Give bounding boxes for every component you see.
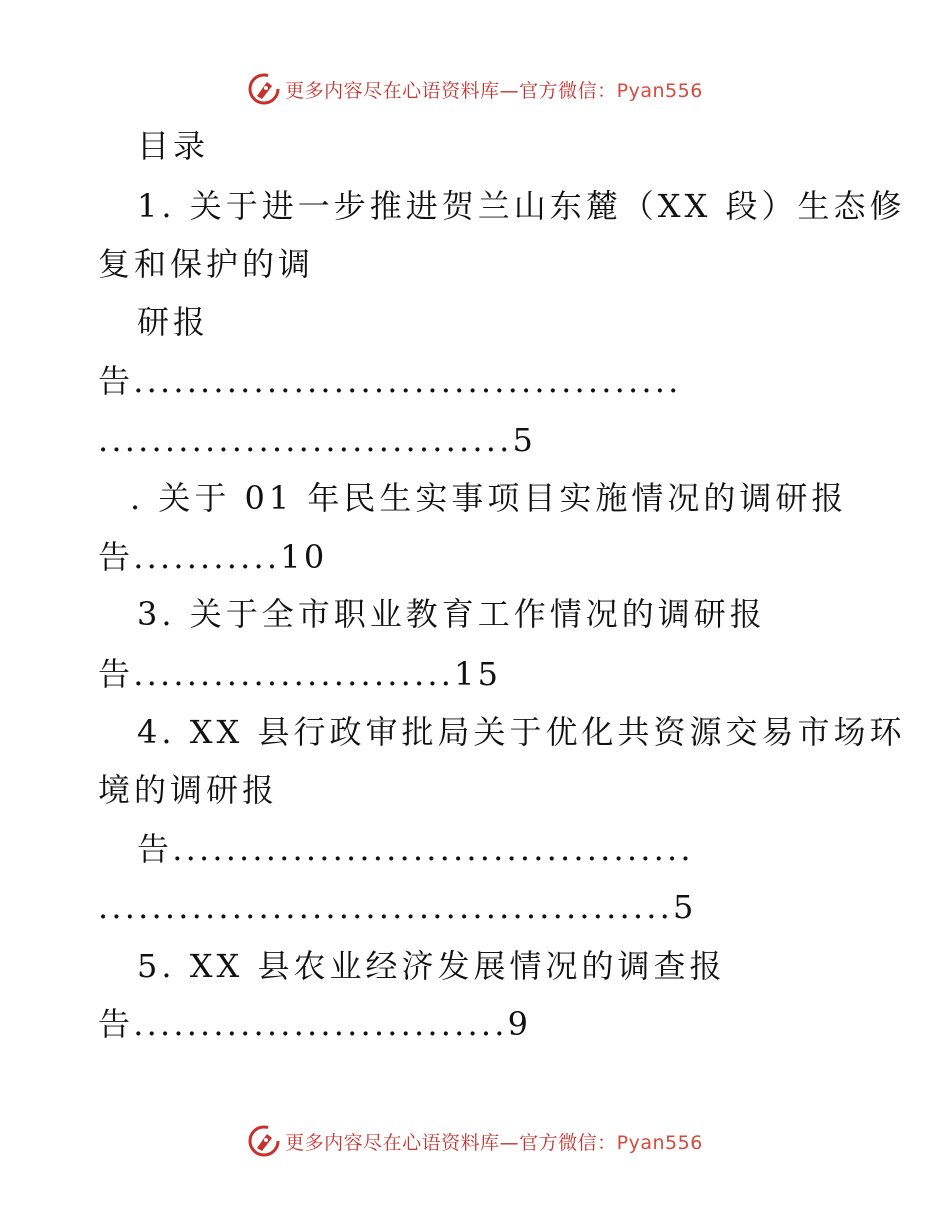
footer-banner bbox=[0, 1124, 950, 1158]
toc-line: 告......................................... bbox=[98, 362, 682, 400]
toc-line: 境的调研报 bbox=[98, 771, 279, 809]
toc-line: . 关于 01 年民生实事项目实施情况的调研报 bbox=[130, 479, 848, 517]
toc-line: 告...........10 bbox=[98, 538, 328, 576]
pen-nib-circle-icon bbox=[247, 72, 281, 106]
banner-handle: Pyan556 bbox=[616, 79, 703, 102]
toc-line: ...............................5 bbox=[98, 421, 537, 459]
banner-label: 更多内容尽在心语资料库—官方微信： bbox=[285, 1131, 617, 1154]
toc-line: ...........................................5 bbox=[98, 888, 697, 926]
banner-label: 更多内容尽在心语资料库—官方微信： bbox=[285, 79, 617, 102]
header-banner bbox=[0, 72, 950, 106]
toc-title: 目录 bbox=[137, 127, 210, 165]
toc-line: 告........................15 bbox=[98, 655, 502, 693]
toc-line: 3. 关于全市职业教育工作情况的调研报 bbox=[137, 595, 766, 633]
banner-handle: Pyan556 bbox=[616, 1131, 703, 1154]
toc-line: 告....................................... bbox=[137, 830, 694, 868]
toc-line: 4. XX 县行政审批局关于优化共资源交易市场环 bbox=[137, 713, 906, 751]
toc-line: 5. XX 县农业经济发展情况的调查报 bbox=[137, 947, 726, 985]
pen-nib-circle-icon bbox=[247, 1124, 281, 1158]
toc-line: 1. 关于进一步推进贺兰山东麓（XX 段）生态修 bbox=[137, 187, 906, 225]
toc-line: 研报 bbox=[137, 303, 210, 341]
banner-text bbox=[285, 76, 703, 103]
toc-line: 复和保护的调 bbox=[98, 245, 315, 283]
toc-line: 告............................9 bbox=[98, 1005, 532, 1043]
banner-text bbox=[285, 1128, 703, 1155]
